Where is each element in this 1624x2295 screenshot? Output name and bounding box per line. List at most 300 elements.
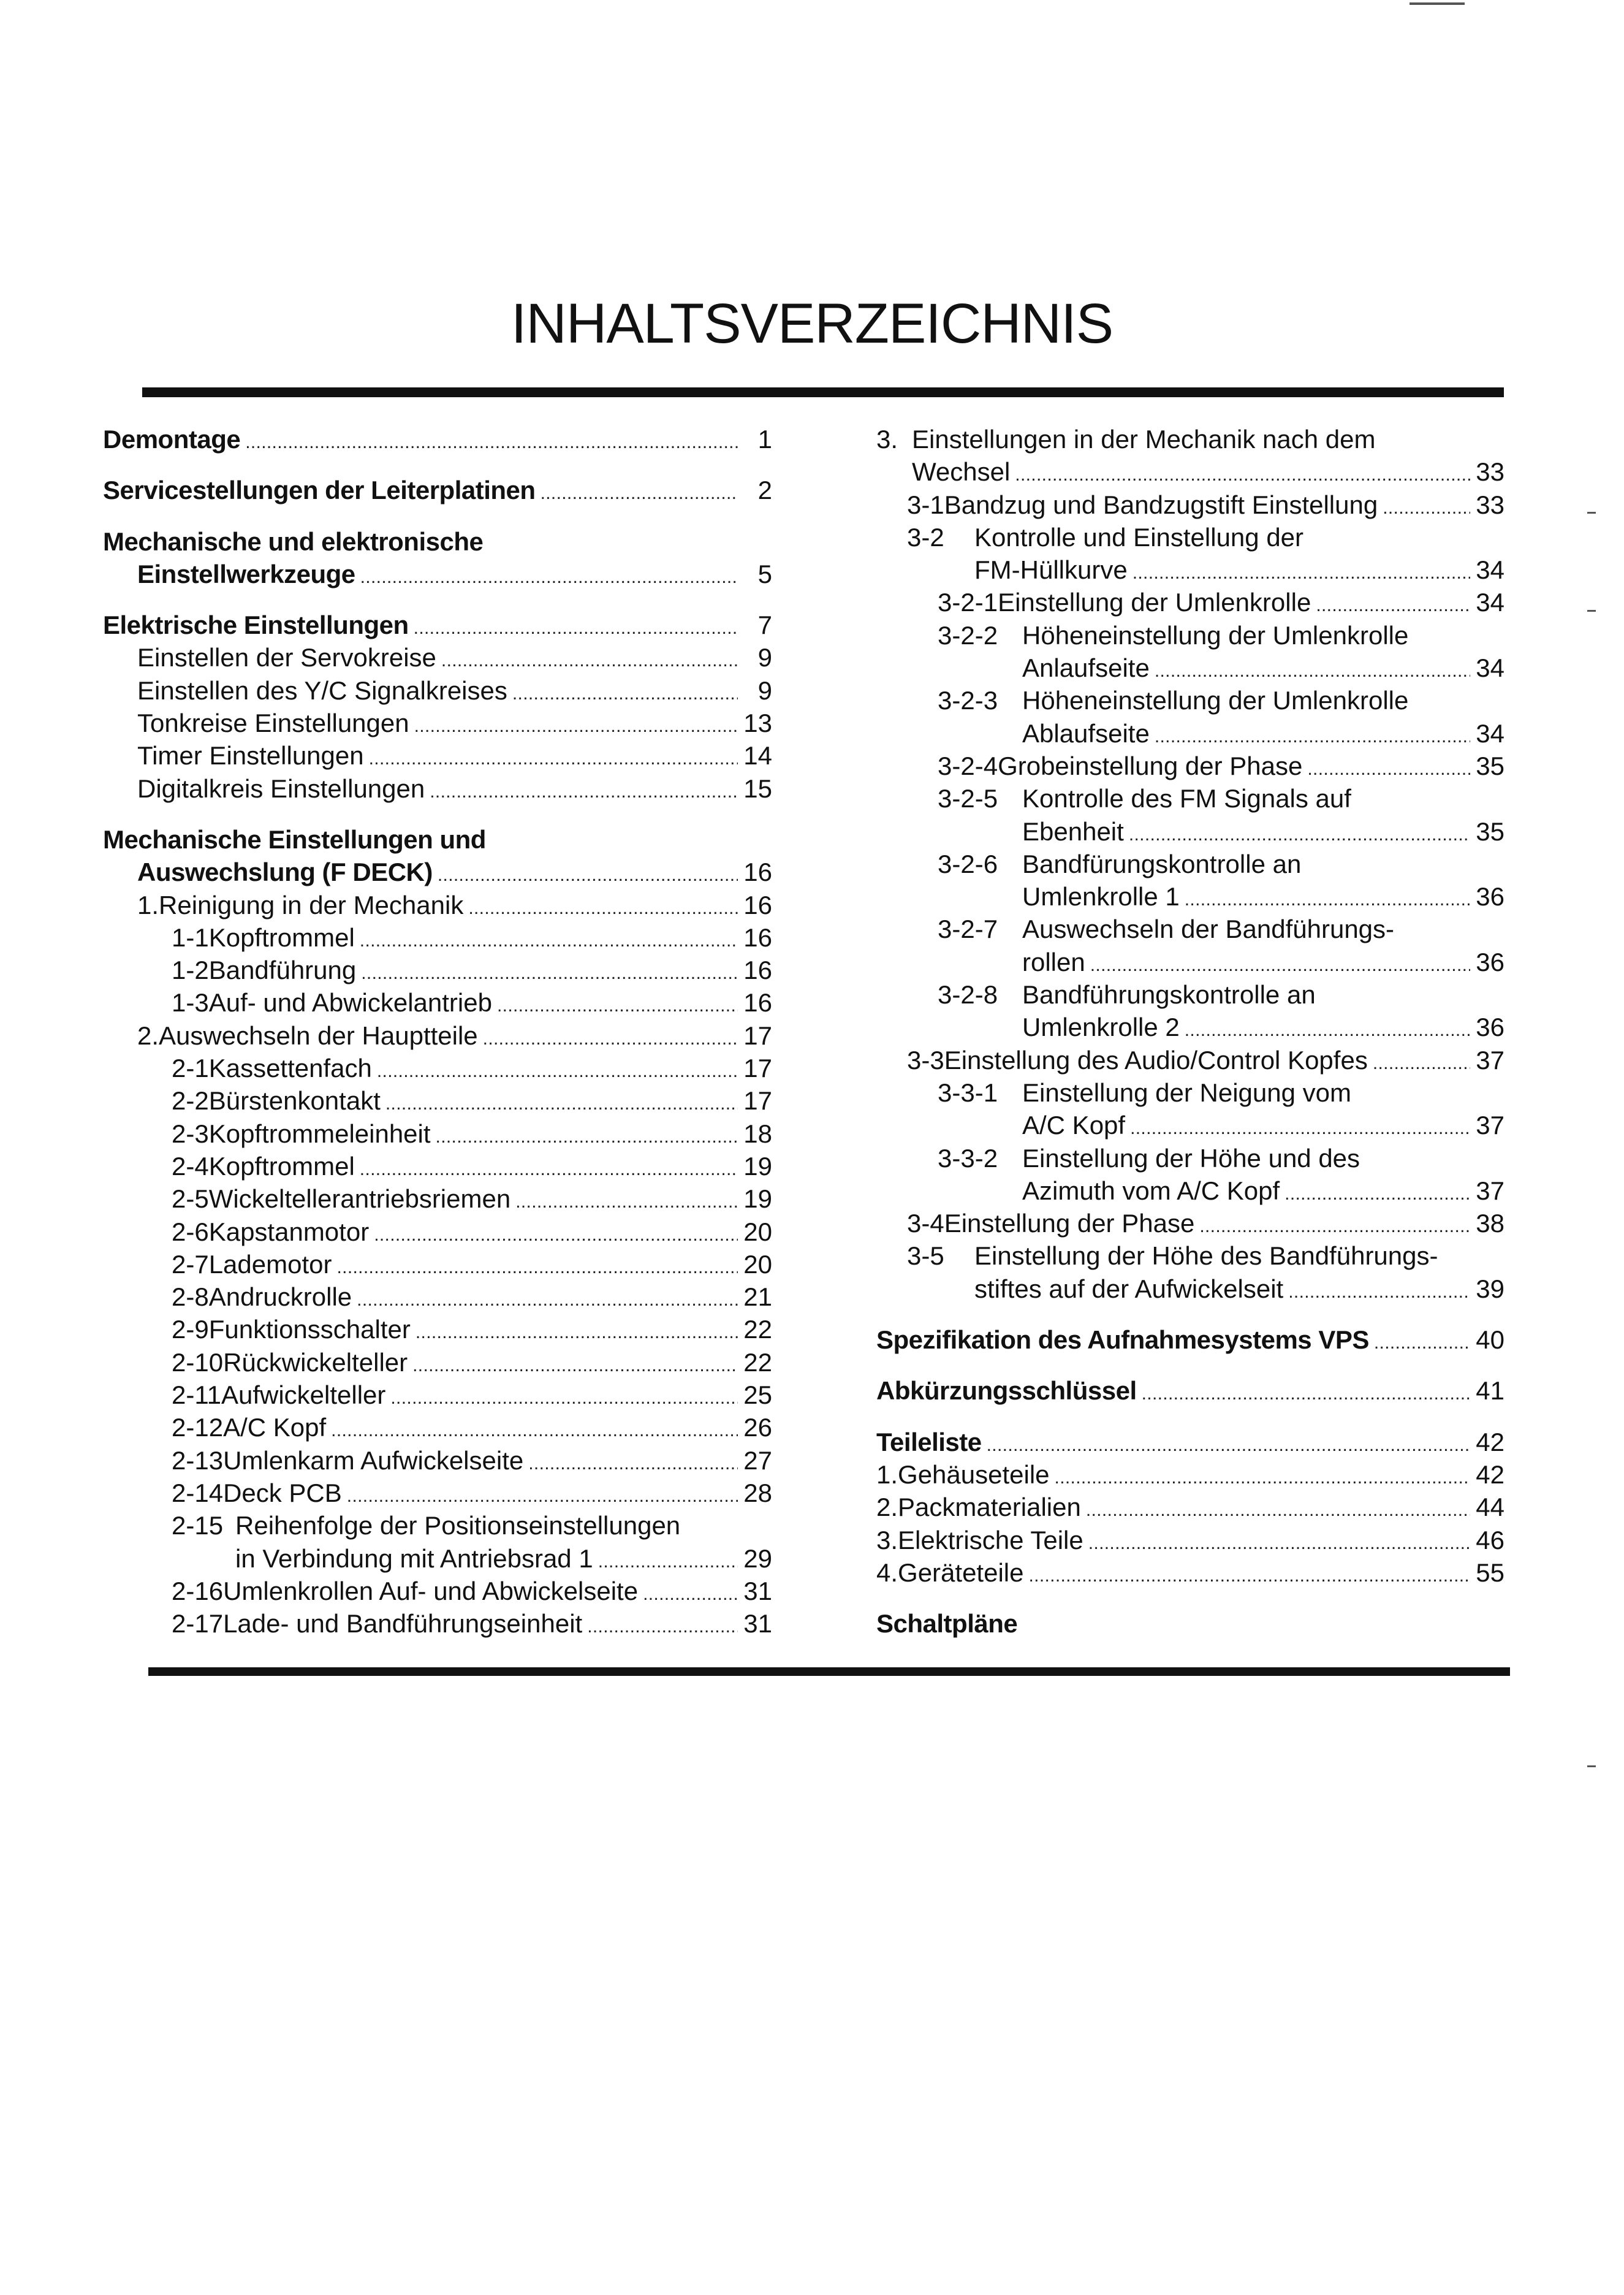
- toc-entry: [846, 978, 1504, 1011]
- dot-leader: [245, 423, 738, 459]
- toc-entry-title: Reinigung in der Mechanik: [159, 890, 464, 919]
- toc-entry-number: 3-3-1: [938, 1078, 998, 1107]
- toc-page-number: 17: [743, 1054, 772, 1083]
- dot-leader: [377, 1052, 738, 1087]
- toc-entry-title: Bandfürungskontrolle an: [1022, 849, 1302, 878]
- toc-entry-number: 3-2-4: [938, 751, 998, 780]
- toc-entry: [103, 1216, 772, 1248]
- toc-entry-number: 2-7: [172, 1249, 209, 1279]
- dot-leader: [1288, 1273, 1470, 1308]
- toc-entry-title-cont: Anlaufseite: [1022, 653, 1150, 683]
- toc-entry-title-cont: Auswechslung (F DECK): [137, 858, 433, 887]
- toc-page-number: 15: [743, 774, 772, 803]
- dot-leader: [1133, 554, 1470, 589]
- dot-leader: [643, 1575, 738, 1610]
- toc-entry-title: Kassettenfach: [208, 1054, 372, 1083]
- toc-page-number: 42: [1476, 1427, 1504, 1456]
- toc-entry: [103, 921, 772, 954]
- toc-entry-number: 2.: [137, 1021, 159, 1050]
- toc-entry: [103, 954, 772, 986]
- toc-entry: [846, 1044, 1504, 1076]
- toc-entry: [846, 1458, 1504, 1491]
- toc-page-number: 37: [1476, 1045, 1504, 1075]
- toc-entry: [846, 455, 1504, 488]
- toc-page-number: 27: [743, 1445, 772, 1475]
- toc-entry: [103, 986, 772, 1019]
- toc-entry-number: 2-5: [172, 1184, 209, 1214]
- toc-entry-number: 2-6: [172, 1217, 209, 1246]
- toc-page-number: 16: [743, 988, 772, 1018]
- toc-entry-number: 2-8: [172, 1282, 209, 1312]
- toc-entry: [103, 1281, 772, 1313]
- toc-entry: [846, 848, 1504, 880]
- toc-entry-title: Grobeinstellung der Phase: [998, 751, 1303, 780]
- toc-entry-title: Auswechseln der Bandführungs-: [1022, 915, 1395, 944]
- toc-entry: [103, 1379, 772, 1411]
- toc-entry: [103, 889, 772, 921]
- dot-leader: [337, 1248, 738, 1284]
- toc-entry-number: 3-2-1: [938, 588, 998, 617]
- toc-entry-title-cont: Umlenkrolle 1: [1022, 882, 1180, 912]
- toc-page-number: 39: [1476, 1274, 1504, 1303]
- toc-entry-title: Abkürzungsschlüssel: [876, 1376, 1137, 1406]
- toc-entry-title: Kontrolle des FM Signals auf: [1022, 784, 1351, 813]
- toc-entry-number: 2-16: [172, 1576, 224, 1605]
- toc-left-column: [103, 423, 772, 1640]
- toc-entry: [846, 1142, 1504, 1174]
- toc-entry: [103, 772, 772, 805]
- toc-entry-title: Einstellungen in der Mechanik nach dem: [912, 425, 1376, 454]
- toc-entry-title: Aufwickelteller: [221, 1380, 386, 1410]
- toc-entry: [846, 1174, 1504, 1207]
- toc-entry: [103, 1019, 772, 1052]
- toc-entry-title-cont: FM-Hüllkurve: [974, 555, 1128, 585]
- dot-leader: [1185, 1011, 1470, 1046]
- toc-entry-title: Elektrische Teile: [898, 1525, 1083, 1555]
- dot-leader: [1373, 1044, 1470, 1079]
- toc-entry: [103, 1248, 772, 1281]
- dot-leader: [1185, 880, 1470, 916]
- toc-entry-title: Bandzug und Bandzugstift Einstellung: [944, 490, 1378, 519]
- dot-leader: [598, 1542, 738, 1578]
- toc-page-number: 38: [1476, 1209, 1504, 1238]
- toc-entry: [103, 1477, 772, 1509]
- toc-entry-title: Einstellung des Audio/Control Kopfes: [944, 1045, 1368, 1075]
- toc-page-number: 21: [743, 1282, 772, 1312]
- toc-entry: [846, 750, 1504, 782]
- toc-entry-title: Elektrische Einstellungen: [103, 611, 409, 640]
- toc-entry: [846, 1011, 1504, 1043]
- toc-page-number: 34: [1476, 588, 1504, 617]
- toc-entry-title-cont: Ablaufseite: [1022, 718, 1150, 748]
- toc-entry-number: 3-4: [907, 1209, 944, 1238]
- dot-leader: [360, 921, 738, 957]
- toc-entry-number: 2.: [876, 1493, 898, 1522]
- dot-leader: [412, 1346, 738, 1382]
- toc-entry: [846, 880, 1504, 913]
- toc-entry: [846, 586, 1504, 618]
- toc-entry: [103, 1575, 772, 1607]
- toc-entry: [103, 558, 772, 590]
- toc-page-number: 44: [1476, 1493, 1504, 1522]
- toc-entry: [103, 525, 772, 558]
- toc-entry: [103, 423, 772, 455]
- toc-page-number: 9: [757, 643, 772, 672]
- toc-entry-number: 1.: [876, 1460, 898, 1489]
- dot-leader: [1086, 1491, 1470, 1526]
- toc-entry-number: 2-1: [172, 1054, 209, 1083]
- toc-entry-title: Auswechseln der Hauptteile: [159, 1021, 478, 1050]
- toc-entry-title-cont: stiftes auf der Aufwickelseit: [974, 1274, 1284, 1303]
- dot-leader: [361, 954, 738, 989]
- toc-entry-title: Andruckrolle: [208, 1282, 352, 1312]
- toc-entry-title: Rückwickelteller: [223, 1347, 408, 1377]
- toc-entry: [846, 619, 1504, 652]
- toc-page-number: 14: [743, 741, 772, 771]
- toc-entry-number: 2-11: [172, 1380, 221, 1410]
- toc-entry-title: Lademotor: [208, 1249, 332, 1279]
- toc-page-number: 37: [1476, 1176, 1504, 1205]
- toc-entry: [103, 856, 772, 888]
- toc-entry-title-cont: Azimuth vom A/C Kopf: [1022, 1176, 1280, 1205]
- toc-entry-title: Einstellung der Höhe und des: [1022, 1143, 1360, 1173]
- dot-leader: [1028, 1556, 1470, 1592]
- toc-entry: [846, 1607, 1504, 1640]
- toc-page-number: 22: [743, 1347, 772, 1377]
- page-title: INHALTSVERZEICHNIS: [510, 292, 1114, 355]
- toc-entry: [103, 1509, 772, 1542]
- toc-entry-title: Einstellen der Servokreise: [137, 643, 436, 672]
- toc-entry-number: 3-1: [907, 490, 944, 519]
- toc-entry: [103, 1607, 772, 1640]
- toc-entry: [103, 1313, 772, 1345]
- dot-leader: [331, 1411, 738, 1447]
- dot-leader: [1383, 489, 1470, 524]
- toc-entry-title: Bandführung: [208, 956, 357, 985]
- toc-page-number: 31: [743, 1576, 772, 1605]
- dot-leader: [483, 1019, 738, 1055]
- toc-entry-title: Schaltpläne: [876, 1609, 1018, 1638]
- toc-entry: [846, 1524, 1504, 1556]
- toc-entry-number: 3-2: [907, 522, 944, 552]
- toc-entry-title: A/C Kopf: [223, 1413, 327, 1442]
- toc-page-number: 20: [743, 1217, 772, 1246]
- toc-page-number: 7: [757, 611, 772, 640]
- toc-entry-title: Mechanische Einstellungen und: [103, 824, 486, 854]
- toc-entry: [103, 739, 772, 772]
- toc-page-number: 19: [743, 1184, 772, 1214]
- toc-entry: [103, 1052, 772, 1084]
- dot-leader: [587, 1607, 738, 1643]
- toc-page-number: 2: [757, 476, 772, 505]
- toc-entry-number: 2-9: [172, 1315, 209, 1344]
- toc-entry-title: Kopftrommel: [208, 1151, 355, 1181]
- toc-entry: [103, 674, 772, 707]
- toc-entry-number: 3.: [876, 425, 898, 454]
- toc-page-number: 35: [1476, 751, 1504, 780]
- toc-entry: [846, 684, 1504, 717]
- toc-page-number: 37: [1476, 1111, 1504, 1140]
- dot-leader: [468, 889, 738, 924]
- toc-entry: [846, 1207, 1504, 1239]
- toc-entry-number: 3-5: [907, 1241, 944, 1271]
- dot-leader: [390, 1379, 738, 1414]
- toc-entry-title: Geräteteile: [898, 1558, 1024, 1587]
- toc-entry-title: Höheneinstellung der Umlenkrolle: [1022, 620, 1409, 650]
- toc-page-number: 20: [743, 1249, 772, 1279]
- toc-entry: [103, 1346, 772, 1379]
- toc-entry-title: Kopftrommeleinheit: [208, 1119, 431, 1148]
- dot-leader: [1142, 1374, 1470, 1410]
- toc-entry-number: 3-2-8: [938, 980, 998, 1010]
- toc-page-number: 36: [1476, 1013, 1504, 1042]
- toc-page-number: 17: [743, 1021, 772, 1050]
- toc-entry: [846, 554, 1504, 586]
- toc-entry-title: Auf- und Abwickelantrieb: [208, 988, 492, 1018]
- dot-leader: [414, 707, 738, 742]
- toc-entry-number: 1.: [137, 890, 159, 919]
- toc-entry-title: Einstellung der Phase: [944, 1209, 1195, 1238]
- toc-entry-title: Timer Einstellungen: [137, 741, 364, 771]
- toc-entry-number: 1-2: [172, 956, 209, 985]
- toc-page-number: 16: [743, 890, 772, 919]
- toc-entry: [846, 1556, 1504, 1589]
- toc-entry-title: Reihenfolge der Positionseinstellungen: [235, 1511, 681, 1540]
- toc-entry: [103, 1411, 772, 1444]
- toc-entry-title: Wickeltellerantriebsriemen: [208, 1184, 511, 1214]
- top-rule: [142, 387, 1504, 397]
- scan-mark: [1587, 610, 1596, 612]
- toc-entry: [846, 1273, 1504, 1305]
- dot-leader: [1155, 717, 1470, 753]
- dot-leader: [1088, 1524, 1470, 1559]
- toc-entry-title: Einstellen des Y/C Signalkreises: [137, 676, 507, 705]
- toc-entry-title: Bandführungskontrolle an: [1022, 980, 1316, 1010]
- scan-mark: [1587, 1765, 1596, 1767]
- dot-leader: [1307, 750, 1470, 785]
- bottom-rule: [148, 1667, 1510, 1676]
- toc-entry: [846, 782, 1504, 815]
- toc-entry-number: 3-2-3: [938, 686, 998, 715]
- toc-entry-title-cont: A/C Kopf: [1022, 1111, 1126, 1140]
- toc-entry-number: 2-3: [172, 1119, 209, 1148]
- toc-entry: [846, 717, 1504, 750]
- scan-mark: [1587, 512, 1596, 514]
- toc-page-number: 18: [743, 1119, 772, 1148]
- toc-page-number: 40: [1476, 1325, 1504, 1355]
- dot-leader: [1015, 455, 1470, 491]
- dot-leader: [515, 1182, 738, 1218]
- toc-entry-title: Packmaterialien: [898, 1493, 1081, 1522]
- toc-page-number: 31: [743, 1609, 772, 1638]
- dot-leader: [512, 674, 738, 710]
- dot-leader: [1130, 1109, 1470, 1144]
- dot-leader: [438, 856, 738, 891]
- toc-page-number: 9: [757, 676, 772, 705]
- toc-entry: [846, 946, 1504, 978]
- toc-entry: [846, 1239, 1504, 1272]
- toc-page-number: 13: [743, 709, 772, 738]
- toc-entry-title: Einstellung der Höhe des Bandführungs-: [974, 1241, 1438, 1271]
- toc-page-number: 28: [743, 1478, 772, 1507]
- toc-entry-title: Mechanische und elektronische: [103, 527, 484, 556]
- toc-page-number: 16: [743, 858, 772, 887]
- dot-leader: [360, 1150, 738, 1186]
- toc-entry: [103, 1444, 772, 1477]
- toc-entry-title-cont: Ebenheit: [1022, 816, 1124, 846]
- dot-leader: [436, 1117, 738, 1153]
- toc-entry-title: Bürstenkontakt: [208, 1086, 381, 1116]
- toc-entry-title: Kopftrommel: [208, 923, 355, 952]
- toc-entry: [103, 823, 772, 856]
- toc-entry: [103, 707, 772, 739]
- toc-entry-number: 2-4: [172, 1151, 209, 1181]
- toc-page-number: 34: [1476, 555, 1504, 585]
- toc-entry-title: Einstellung der Umlenkrolle: [998, 588, 1311, 617]
- toc-entry-number: 3-2-7: [938, 915, 998, 944]
- toc-entry: [103, 1542, 772, 1575]
- toc-entry-title: Lade- und Bandführungseinheit: [223, 1609, 583, 1638]
- toc-page-number: 34: [1476, 718, 1504, 748]
- dot-leader: [1316, 586, 1470, 622]
- toc-entry: [846, 1491, 1504, 1523]
- toc-entry: [846, 521, 1504, 554]
- toc-entry-number: 2-2: [172, 1086, 209, 1116]
- toc-entry-number: 3-2-5: [938, 784, 998, 813]
- dot-leader: [357, 1281, 738, 1316]
- toc-entry: [846, 423, 1504, 455]
- toc-entry-title: Kapstanmotor: [208, 1217, 370, 1246]
- toc-page-number: 26: [743, 1413, 772, 1442]
- dot-leader: [414, 609, 738, 644]
- scan-mark: [1410, 2, 1465, 5]
- toc-entry: [103, 1117, 772, 1150]
- dot-leader: [374, 1216, 738, 1251]
- toc-entry: [103, 1084, 772, 1117]
- toc-entry-title: Tonkreise Einstellungen: [137, 709, 409, 738]
- toc-entry: [846, 1374, 1504, 1407]
- toc-entry-number: 2-15: [172, 1511, 224, 1540]
- toc-entry: [846, 913, 1504, 945]
- toc-page-number: 22: [743, 1315, 772, 1344]
- toc-entry: [846, 1426, 1504, 1458]
- toc-entry: [103, 609, 772, 641]
- dot-leader: [987, 1426, 1470, 1461]
- toc-entry-number: 2-14: [172, 1478, 224, 1507]
- toc-page-number: 16: [743, 923, 772, 952]
- toc-entry-number: 4.: [876, 1558, 898, 1587]
- dot-leader: [1155, 652, 1470, 687]
- toc-entry-number: 3-3-2: [938, 1143, 998, 1173]
- toc-page-number: 55: [1476, 1558, 1504, 1587]
- toc-entry: [846, 815, 1504, 848]
- toc-entry-title: Deck PCB: [223, 1478, 342, 1507]
- toc-page-number: 19: [743, 1151, 772, 1181]
- toc-entry-number: 2-17: [172, 1609, 224, 1638]
- dot-leader: [441, 641, 738, 677]
- toc-entry-title: Umlenkarm Aufwickelseite: [223, 1445, 524, 1475]
- toc-entry-title: Teileliste: [876, 1427, 982, 1456]
- dot-leader: [1284, 1174, 1470, 1210]
- toc-page-number: 25: [743, 1380, 772, 1410]
- toc-entry: [846, 1076, 1504, 1109]
- toc-entry-number: 1-3: [172, 988, 209, 1018]
- dot-leader: [347, 1477, 738, 1512]
- toc-entry: [103, 641, 772, 674]
- toc-entry-title-cont: Wechsel: [912, 457, 1011, 487]
- toc-entry-number: 3-2-2: [938, 620, 998, 650]
- toc-entry-title: Umlenkrollen Auf- und Abwickelseite: [223, 1576, 639, 1605]
- toc-entry-number: 1-1: [172, 923, 209, 952]
- toc-page-number: 1: [757, 425, 772, 454]
- toc-entry-number: 3-2-6: [938, 849, 998, 878]
- toc-entry-title: Demontage: [103, 425, 241, 454]
- toc-entry: [846, 652, 1504, 684]
- toc-page-number: 33: [1476, 457, 1504, 487]
- toc-page-number: 41: [1476, 1376, 1504, 1406]
- toc-page-number: 46: [1476, 1525, 1504, 1555]
- toc-page-number: 17: [743, 1086, 772, 1116]
- toc-entry-title-cont: rollen: [1022, 947, 1085, 976]
- toc-entry-title: Einstellung der Neigung vom: [1022, 1078, 1351, 1107]
- dot-leader: [415, 1313, 738, 1349]
- dot-leader: [430, 772, 738, 808]
- toc-entry: [846, 1109, 1504, 1141]
- toc-page-number: 35: [1476, 816, 1504, 846]
- toc-right-column: [846, 423, 1504, 1640]
- dot-leader: [497, 986, 738, 1022]
- toc-entry: [103, 1150, 772, 1182]
- dot-leader: [1055, 1458, 1470, 1494]
- toc-entry-number: 2-13: [172, 1445, 224, 1475]
- toc-page-number: 36: [1476, 882, 1504, 912]
- toc-page-number: 36: [1476, 947, 1504, 976]
- dot-leader: [1199, 1207, 1470, 1243]
- toc-page-number: 16: [743, 956, 772, 985]
- dot-leader: [1129, 815, 1470, 851]
- toc-page-number: 34: [1476, 653, 1504, 683]
- toc-entry-title: Spezifikation des Aufnahmesystems VPS: [876, 1325, 1369, 1355]
- toc-page-number: 33: [1476, 490, 1504, 519]
- dot-leader: [1090, 946, 1470, 981]
- toc-entry-title: Servicestellungen der Leiterplatinen: [103, 476, 536, 505]
- toc-entry-title: Funktionsschalter: [208, 1315, 411, 1344]
- toc-entry-title-cont: Umlenkrolle 2: [1022, 1013, 1180, 1042]
- toc-entry: [846, 489, 1504, 521]
- dot-leader: [1374, 1323, 1470, 1359]
- dot-leader: [369, 739, 738, 775]
- toc-entry: [103, 1182, 772, 1215]
- toc-entry-title: Digitalkreis Einstellungen: [137, 774, 425, 803]
- toc-entry-number: 3-3: [907, 1045, 944, 1075]
- toc-entry-title-cont: Einstellwerkzeuge: [137, 559, 355, 588]
- dot-leader: [385, 1084, 738, 1120]
- toc-entry: [103, 474, 772, 506]
- toc-entry-title: Gehäuseteile: [898, 1460, 1050, 1489]
- dot-leader: [360, 558, 738, 593]
- toc-entry-number: 3.: [876, 1525, 898, 1555]
- toc-entry: [846, 1323, 1504, 1356]
- toc-entry-number: 2-10: [172, 1347, 224, 1377]
- dot-leader: [528, 1444, 738, 1480]
- toc-page-number: 5: [757, 559, 772, 588]
- toc-page-number: 42: [1476, 1460, 1504, 1489]
- toc-entry-number: 2-12: [172, 1413, 224, 1442]
- toc-entry-title: Kontrolle und Einstellung der: [974, 522, 1304, 552]
- dot-leader: [541, 474, 738, 509]
- toc-page-number: 29: [743, 1543, 772, 1573]
- toc-entry-title: Höheneinstellung der Umlenkrolle: [1022, 686, 1409, 715]
